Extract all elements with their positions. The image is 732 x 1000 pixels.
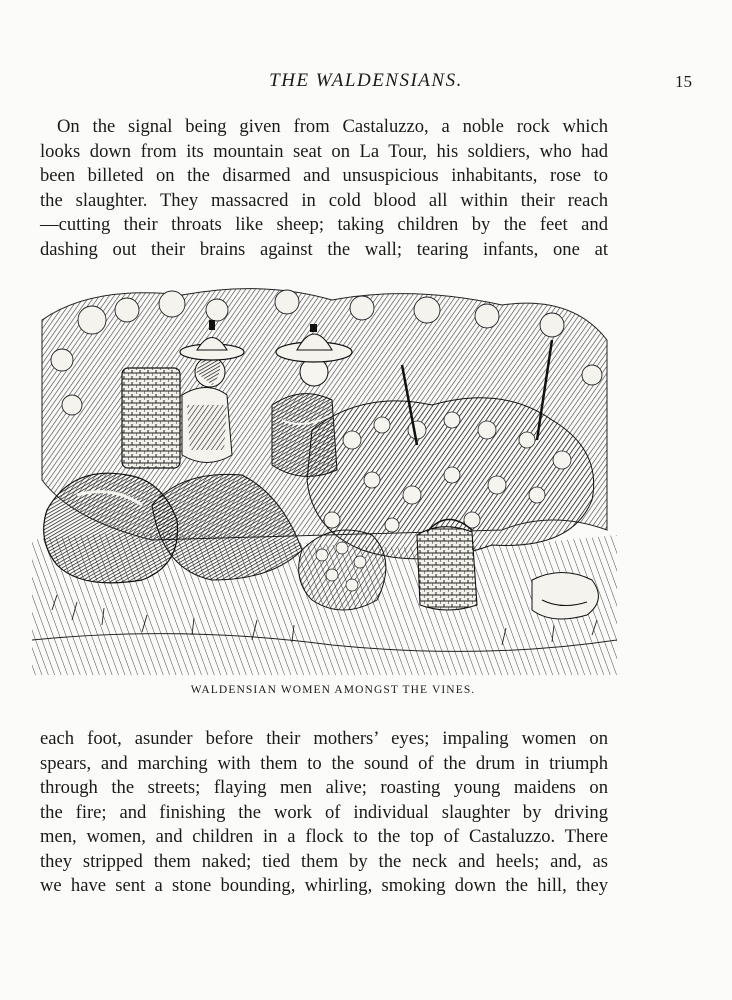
text-line: looks down from its mountain seat on La Tour, his soldiers, who had: [40, 140, 608, 162]
body-text-top: [40, 115, 608, 262]
text-line: through the streets; flaying men alive; roasting young maidens on: [40, 777, 608, 798]
text-line: spears, and marching with them to the sound of the drum in triumph: [40, 752, 608, 774]
running-title: THE WALDENSIANS.: [269, 70, 463, 91]
body-text-bottom: [40, 727, 608, 899]
engraving-image: [32, 280, 617, 675]
text-line: men, women, and children in a flock to the top of Castaluzzo. There: [40, 826, 608, 847]
text-line: On the signal being given from Castaluzzo, a noble rock which: [57, 116, 608, 137]
text-line: each foot, asunder before their mothers’ eyes; impaling women on: [40, 728, 608, 749]
illustration-caption: WALDENSIAN WOMEN AMONGST THE VINES.: [190, 684, 476, 696]
text-line: we have sent a stone bounding, whirling, smoking down the hill, they: [40, 875, 608, 896]
page-number: 15: [675, 72, 692, 91]
text-line: the slaughter. They massacred in cold blood all within their reach: [40, 189, 608, 211]
text-line: been billeted on the disarmed and unsuspicious inhabitants, rose to: [40, 165, 608, 186]
text-line: —cutting their throats like sheep; taking children by the feet and: [40, 214, 608, 235]
text-line: the fire; and finishing the work of individual slaughter by driving: [40, 801, 608, 823]
text-line: they stripped them naked; tied them by the neck and heels; and, as: [40, 850, 608, 872]
text-line: dashing out their brains against the wall; tearing infants, one at: [40, 238, 608, 260]
running-head: [40, 70, 692, 100]
engraving-illustration: [32, 280, 617, 675]
